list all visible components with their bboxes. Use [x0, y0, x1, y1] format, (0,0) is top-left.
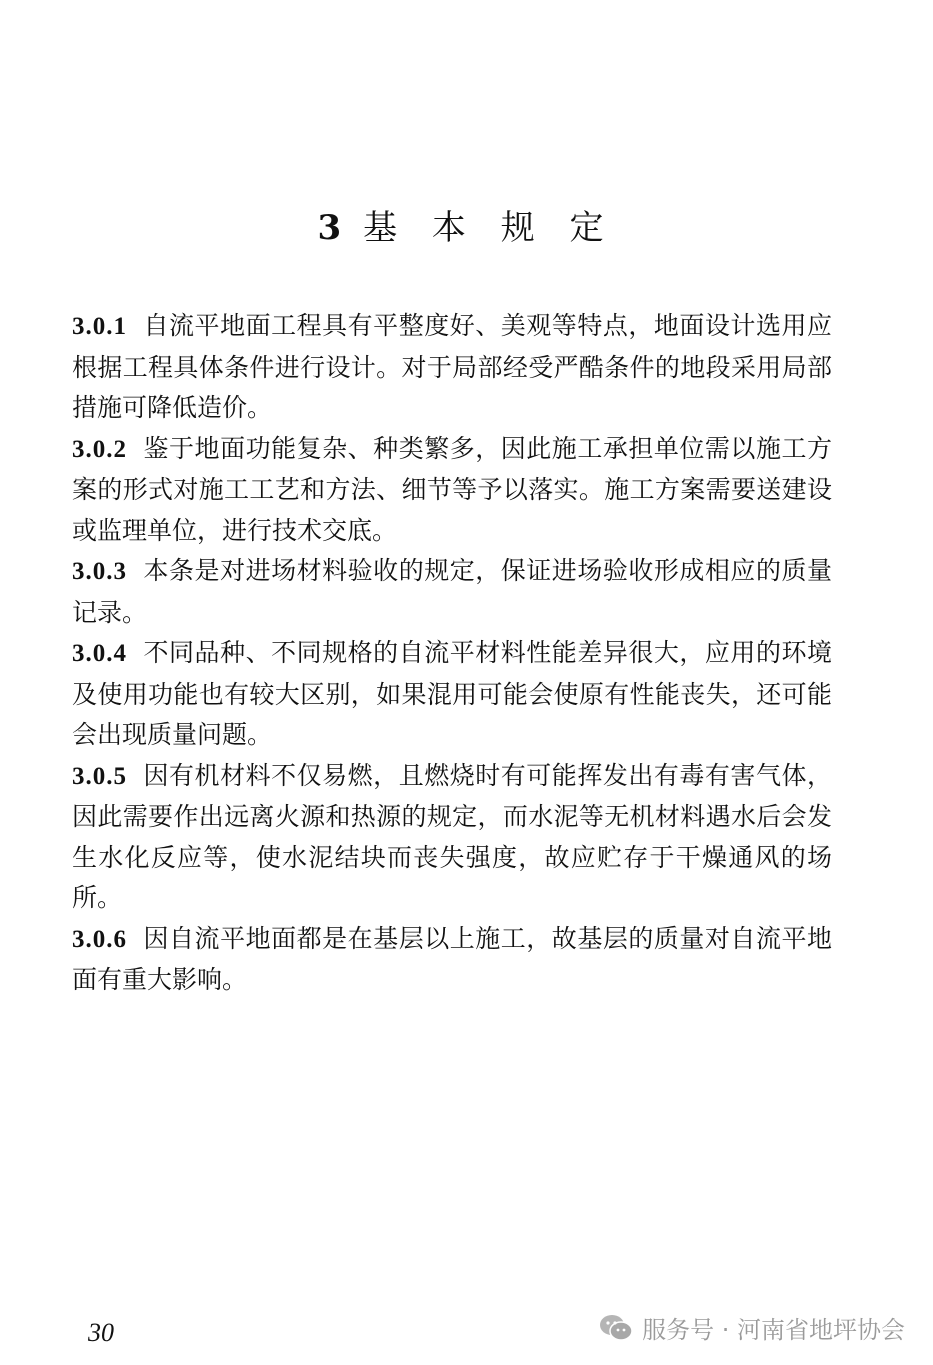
clause-text: 鉴于地面功能复杂、种类繁多，因此施工承担单位需以施工方案的形式对施工工艺和方法、细节等予以落实。施工方案需要送建设或监理单位，进行技术交底。: [72, 433, 832, 545]
clause-text: 自流平地面工程具有平整度好、美观等特点，地面设计选用应根据工程具体条件进行设计。对于局部经受严酷条件的地段采用局部措施可降低造价。: [72, 311, 832, 422]
clause-3-0-4: [72, 633, 832, 756]
page-number: 30: [88, 1318, 114, 1347]
clause-3-0-5: [72, 756, 832, 919]
section-title: 基 本 规 定: [363, 208, 616, 248]
section-heading: [0, 202, 933, 254]
clause-text: 因有机材料不仅易燃，且燃烧时有可能挥发出有毒有害气体，因此需要作出远离火源和热源的规定，而水泥等无机材料遇水后会发生水化反应等，使水泥结块而丧失强度，故应贮存于干燥通风的场所。: [72, 760, 832, 912]
clause-number: 3.0.4: [72, 640, 127, 667]
clause-3-0-3: [72, 551, 832, 633]
watermark-text: 服务号 · 河南省地坪协会: [642, 1316, 905, 1344]
clause-3-0-2: [72, 429, 832, 552]
clause-number: 3.0.3: [72, 558, 127, 585]
clause-3-0-1: [72, 306, 832, 429]
wechat-icon: [598, 1313, 634, 1343]
clause-text: 本条是对进场材料验收的规定，保证进场验收形成相应的质量记录。: [72, 556, 832, 627]
clause-text: 不同品种、不同规格的自流平材料性能差异很大，应用的环境及使用功能也有较大区别，如果混用可能会使原有性能丧失，还可能会出现质量问题。: [72, 638, 832, 749]
clause-3-0-6: [72, 919, 832, 1001]
clause-number: 3.0.6: [72, 925, 127, 953]
clause-number: 3.0.2: [72, 435, 127, 463]
clause-number: 3.0.1: [72, 313, 127, 340]
clause-number: 3.0.5: [72, 762, 127, 790]
watermark: [598, 1310, 905, 1345]
clause-list: [72, 306, 832, 1001]
section-number: 3: [317, 208, 354, 248]
clause-text: 因自流平地面都是在基层以上施工，故基层的质量对自流平地面有重大影响。: [72, 923, 832, 994]
